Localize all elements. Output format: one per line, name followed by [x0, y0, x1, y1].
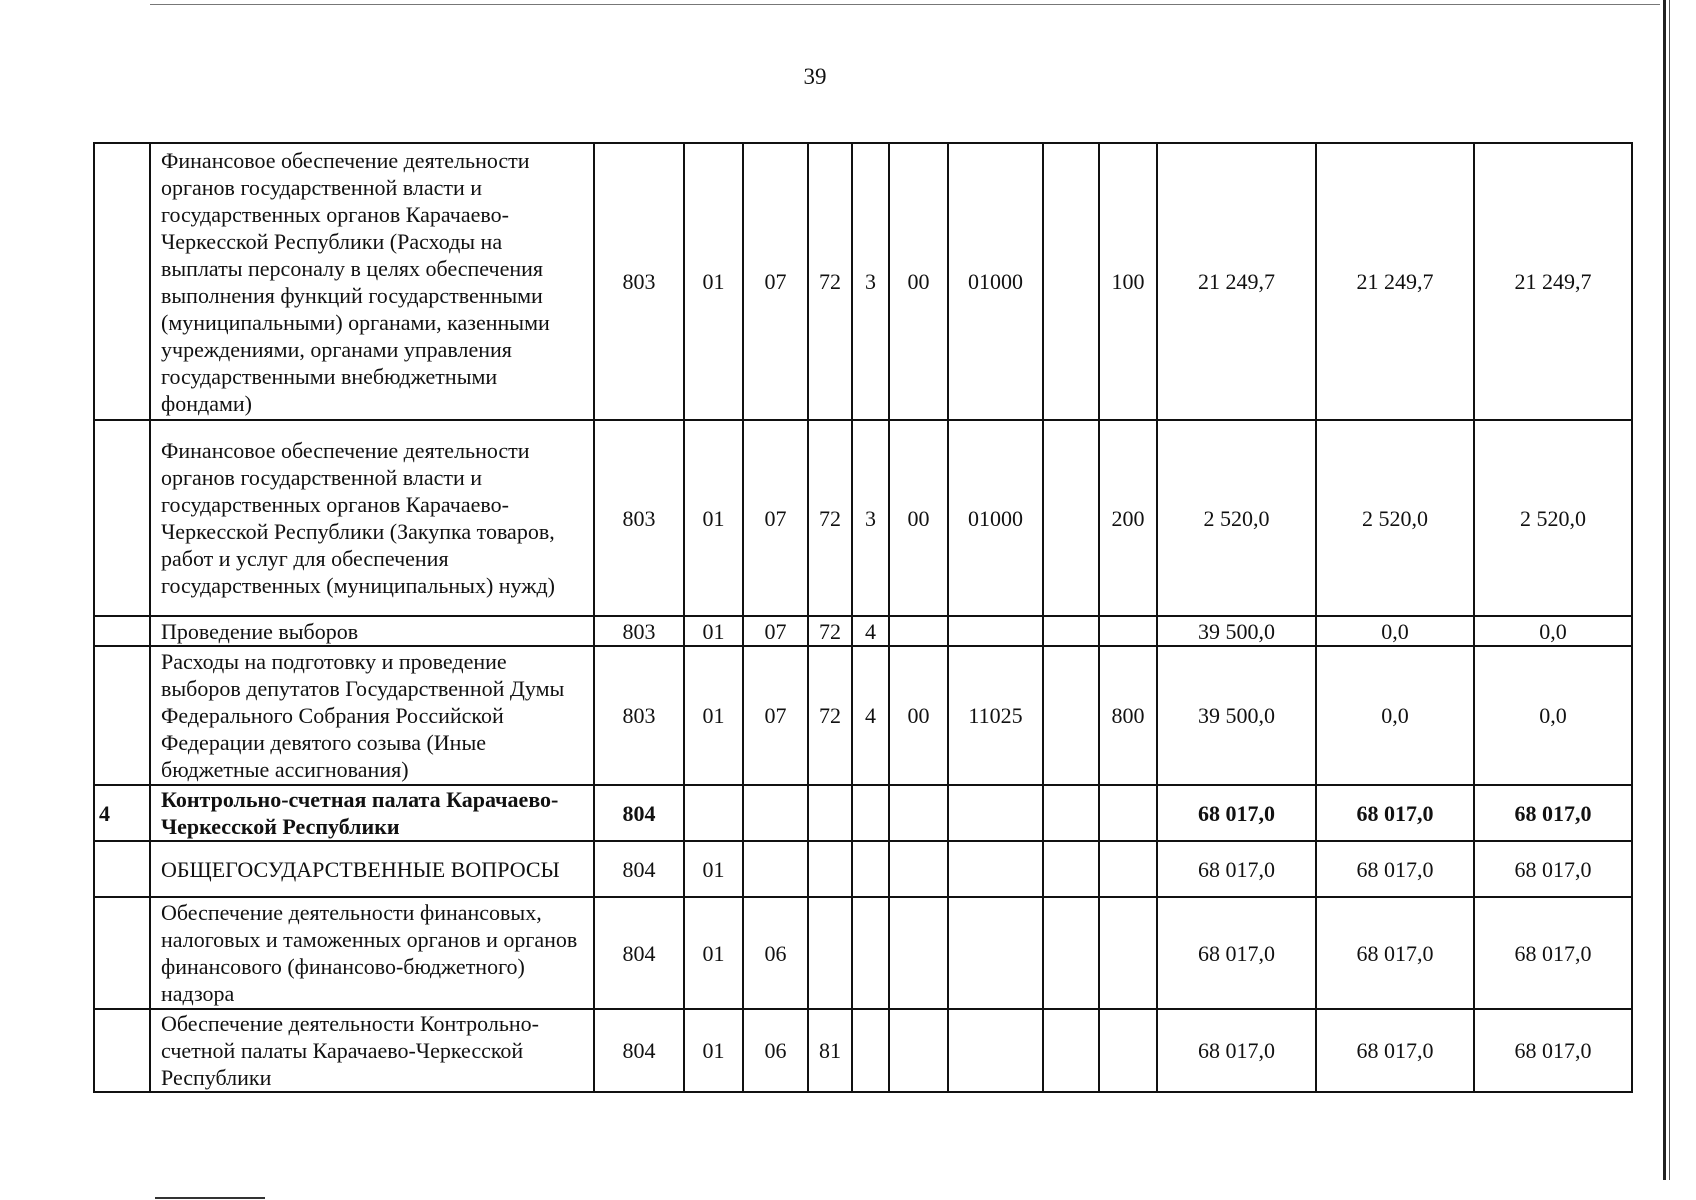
- empty-code-cell: [1043, 897, 1099, 1009]
- amount-year-2-cell: 68 017,0: [1316, 785, 1474, 841]
- program-code-cell: 72: [808, 616, 852, 646]
- table-row: [94, 841, 1632, 897]
- row-number-cell: [94, 616, 150, 646]
- expense-type-code-cell: 800: [1099, 646, 1157, 785]
- row-number-cell: [94, 841, 150, 897]
- ministry-code-cell: 803: [594, 646, 684, 785]
- empty-code-cell: [1043, 1009, 1099, 1092]
- ministry-code-cell: 804: [594, 841, 684, 897]
- direction-code-cell: [948, 1009, 1043, 1092]
- direction-code-cell: 01000: [948, 143, 1043, 420]
- subsection-code-cell: [743, 841, 808, 897]
- amount-year-2-cell: 68 017,0: [1316, 1009, 1474, 1092]
- subsection-code-cell: [743, 785, 808, 841]
- subprogram-code-cell: [852, 1009, 889, 1092]
- amount-year-1-cell: 39 500,0: [1157, 646, 1316, 785]
- amount-year-2-cell: 2 520,0: [1316, 420, 1474, 616]
- amount-year-3-cell: 21 249,7: [1474, 143, 1632, 420]
- description-cell: Финансовое обеспечение деятельности органов государственной власти и государственных органов Карачаево-Черкесской Республики (Расходы на выплаты персоналу в целях обеспечения выполнения функций государственными (муниципальными) органами, казенными учреждениями, органами управления государственными внебюджетными фондами): [150, 143, 594, 420]
- main-activity-code-cell: 00: [889, 420, 948, 616]
- scan-artifact-top-line: [150, 4, 1660, 5]
- ministry-code-cell: 803: [594, 420, 684, 616]
- subsection-code-cell: 07: [743, 420, 808, 616]
- direction-code-cell: 01000: [948, 420, 1043, 616]
- amount-year-1-cell: 68 017,0: [1157, 897, 1316, 1009]
- table-row: [94, 646, 1632, 785]
- table-row: [94, 420, 1632, 616]
- subsection-code-cell: 06: [743, 897, 808, 1009]
- table-row: [94, 785, 1632, 841]
- direction-code-cell: [948, 616, 1043, 646]
- subsection-code-cell: 07: [743, 143, 808, 420]
- ministry-code-cell: 804: [594, 1009, 684, 1092]
- subprogram-code-cell: [852, 841, 889, 897]
- row-number-cell: [94, 897, 150, 1009]
- row-number-cell: [94, 420, 150, 616]
- expense-type-code-cell: [1099, 897, 1157, 1009]
- main-activity-code-cell: [889, 616, 948, 646]
- table-row: [94, 897, 1632, 1009]
- direction-code-cell: [948, 785, 1043, 841]
- subprogram-code-cell: 3: [852, 143, 889, 420]
- section-code-cell: 01: [684, 1009, 743, 1092]
- description-cell: Контрольно-счетная палата Карачаево-Черкесской Республики: [150, 785, 594, 841]
- amount-year-1-cell: 39 500,0: [1157, 616, 1316, 646]
- amount-year-3-cell: 68 017,0: [1474, 897, 1632, 1009]
- amount-year-3-cell: 68 017,0: [1474, 1009, 1632, 1092]
- section-code-cell: [684, 785, 743, 841]
- amount-year-3-cell: 68 017,0: [1474, 785, 1632, 841]
- expense-type-code-cell: 100: [1099, 143, 1157, 420]
- page-number: 39: [803, 64, 827, 89]
- empty-code-cell: [1043, 646, 1099, 785]
- program-code-cell: [808, 897, 852, 1009]
- main-activity-code-cell: [889, 897, 948, 1009]
- scan-artifact-right-edge: [1663, 0, 1666, 1180]
- description-cell: Обеспечение деятельности финансовых, налоговых и таможенных органов и органов финансового (финансово-бюджетного) надзора: [150, 897, 594, 1009]
- main-activity-code-cell: [889, 841, 948, 897]
- program-code-cell: 81: [808, 1009, 852, 1092]
- section-code-cell: 01: [684, 420, 743, 616]
- subsection-code-cell: 06: [743, 1009, 808, 1092]
- expense-type-code-cell: [1099, 1009, 1157, 1092]
- amount-year-3-cell: 2 520,0: [1474, 420, 1632, 616]
- table-row: [94, 1009, 1632, 1092]
- description-cell: Расходы на подготовку и проведение выборов депутатов Государственной Думы Федерального Собрания Российской Федерации девятого созыва (Иные бюджетные ассигнования): [150, 646, 594, 785]
- empty-code-cell: [1043, 616, 1099, 646]
- subprogram-code-cell: [852, 897, 889, 1009]
- amount-year-3-cell: 0,0: [1474, 616, 1632, 646]
- section-code-cell: 01: [684, 616, 743, 646]
- section-code-cell: 01: [684, 897, 743, 1009]
- subprogram-code-cell: 4: [852, 646, 889, 785]
- direction-code-cell: 11025: [948, 646, 1043, 785]
- amount-year-2-cell: 0,0: [1316, 616, 1474, 646]
- expense-type-code-cell: [1099, 785, 1157, 841]
- amount-year-1-cell: 21 249,7: [1157, 143, 1316, 420]
- amount-year-1-cell: 68 017,0: [1157, 841, 1316, 897]
- scan-artifact-bottom-line: [155, 1197, 265, 1199]
- amount-year-3-cell: 0,0: [1474, 646, 1632, 785]
- description-cell: Финансовое обеспечение деятельности органов государственной власти и государственных органов Карачаево-Черкесской Республики (Закупка товаров, работ и услуг для обеспечения государственных (муниципальных) нужд): [150, 420, 594, 616]
- budget-table: [93, 142, 1633, 1093]
- amount-year-2-cell: 21 249,7: [1316, 143, 1474, 420]
- empty-code-cell: [1043, 420, 1099, 616]
- row-number-cell: 4: [94, 785, 150, 841]
- section-code-cell: 01: [684, 143, 743, 420]
- main-activity-code-cell: [889, 1009, 948, 1092]
- ministry-code-cell: 804: [594, 897, 684, 1009]
- amount-year-3-cell: 68 017,0: [1474, 841, 1632, 897]
- scan-artifact-right-edge-thin: [1669, 0, 1670, 1180]
- row-number-cell: [94, 646, 150, 785]
- ministry-code-cell: 803: [594, 616, 684, 646]
- main-activity-code-cell: 00: [889, 646, 948, 785]
- subprogram-code-cell: 4: [852, 616, 889, 646]
- direction-code-cell: [948, 897, 1043, 1009]
- amount-year-1-cell: 68 017,0: [1157, 1009, 1316, 1092]
- description-cell: Обеспечение деятельности Контрольно-счетной палаты Карачаево-Черкесской Республики: [150, 1009, 594, 1092]
- direction-code-cell: [948, 841, 1043, 897]
- amount-year-2-cell: 68 017,0: [1316, 897, 1474, 1009]
- table-row: [94, 616, 1632, 646]
- empty-code-cell: [1043, 785, 1099, 841]
- ministry-code-cell: 803: [594, 143, 684, 420]
- amount-year-1-cell: 68 017,0: [1157, 785, 1316, 841]
- empty-code-cell: [1043, 841, 1099, 897]
- amount-year-1-cell: 2 520,0: [1157, 420, 1316, 616]
- expense-type-code-cell: 200: [1099, 420, 1157, 616]
- expense-type-code-cell: [1099, 616, 1157, 646]
- section-code-cell: 01: [684, 646, 743, 785]
- program-code-cell: 72: [808, 420, 852, 616]
- program-code-cell: 72: [808, 143, 852, 420]
- subsection-code-cell: 07: [743, 646, 808, 785]
- main-activity-code-cell: [889, 785, 948, 841]
- main-activity-code-cell: 00: [889, 143, 948, 420]
- expense-type-code-cell: [1099, 841, 1157, 897]
- row-number-cell: [94, 143, 150, 420]
- table-row: [94, 143, 1632, 420]
- subsection-code-cell: 07: [743, 616, 808, 646]
- amount-year-2-cell: 68 017,0: [1316, 841, 1474, 897]
- empty-code-cell: [1043, 143, 1099, 420]
- program-code-cell: 72: [808, 646, 852, 785]
- program-code-cell: [808, 841, 852, 897]
- description-cell: ОБЩЕГОСУДАРСТВЕННЫЕ ВОПРОСЫ: [150, 841, 594, 897]
- subprogram-code-cell: [852, 785, 889, 841]
- subprogram-code-cell: 3: [852, 420, 889, 616]
- table-body: [94, 143, 1632, 1092]
- amount-year-2-cell: 0,0: [1316, 646, 1474, 785]
- ministry-code-cell: 804: [594, 785, 684, 841]
- section-code-cell: 01: [684, 841, 743, 897]
- description-cell: Проведение выборов: [150, 616, 594, 646]
- row-number-cell: [94, 1009, 150, 1092]
- program-code-cell: [808, 785, 852, 841]
